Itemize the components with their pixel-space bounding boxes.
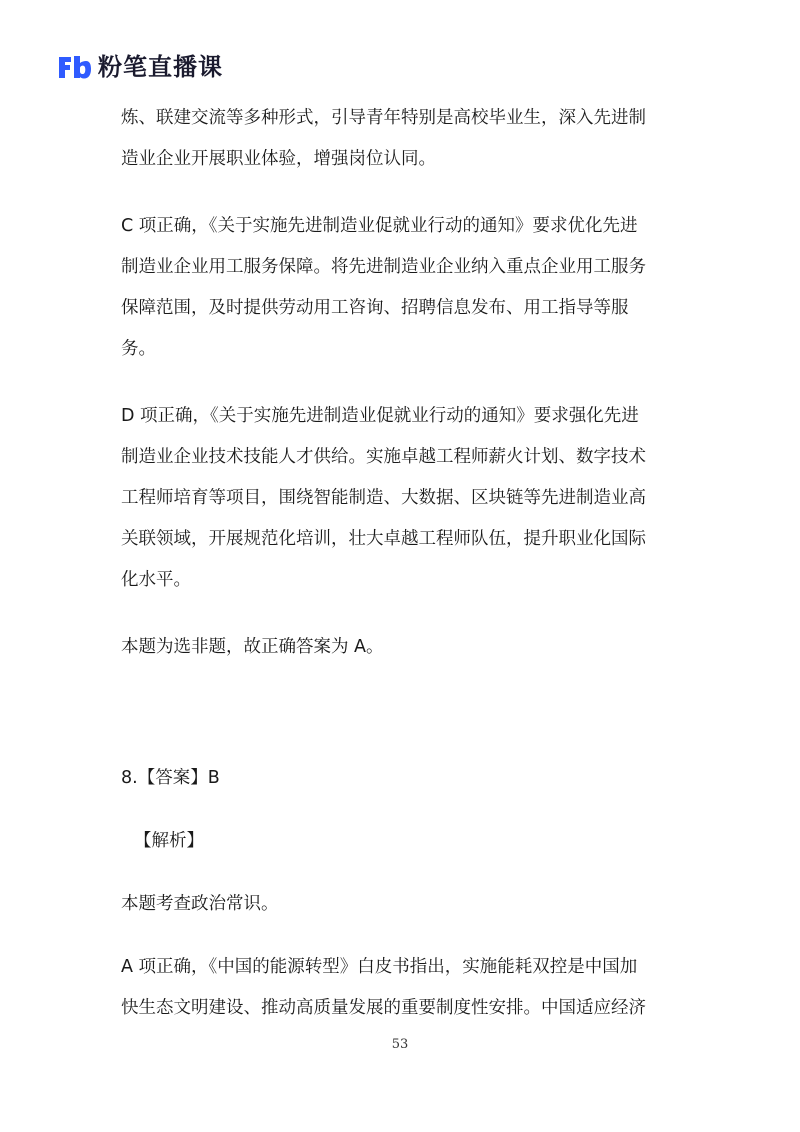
text-line: C 项正确，《关于实施先进制造业促就业行动的通知》要求优化先进 bbox=[121, 216, 638, 236]
text-line: 炼、联建交流等多种形式，引导青年特别是高校毕业生，深入先进制 bbox=[121, 108, 646, 128]
text-line: A 项正确，《中国的能源转型》白皮书指出，实施能耗双控是中国加 bbox=[121, 957, 638, 977]
text-line: 保障范围，及时提供劳动用工咨询、招聘信息发布、用工指导等服 bbox=[121, 298, 629, 318]
paragraph-b-continued bbox=[121, 98, 701, 180]
fenbi-logo-icon bbox=[56, 53, 92, 81]
text-line: 【解析】 bbox=[134, 831, 204, 851]
text-line: 关联领域，开展规范化培训，壮大卓越工程师队伍，提升职业化国际 bbox=[121, 529, 646, 549]
header bbox=[56, 50, 223, 84]
text-line: 快生态文明建设、推动高质量发展的重要制度性安排。中国适应经济 bbox=[121, 998, 646, 1018]
text-line: 本题为选非题，故正确答案为 A。 bbox=[121, 637, 384, 657]
paragraph-option-d bbox=[121, 396, 701, 601]
paragraph-conclusion bbox=[121, 627, 701, 668]
brand-name: 粉笔直播课 bbox=[98, 53, 223, 81]
paragraph-option-a bbox=[121, 947, 701, 1029]
text-line: 制造业企业用工服务保障。将先进制造业企业纳入重点企业用工服务 bbox=[121, 257, 646, 277]
text-line: 务。 bbox=[121, 339, 156, 359]
text-line: 制造业企业技术技能人才供给。实施卓越工程师薪火计划、数字技术 bbox=[121, 447, 646, 467]
document-body bbox=[121, 98, 701, 1029]
question-8-answer bbox=[121, 758, 701, 799]
text-line: 造业企业开展职业体验，增强岗位认同。 bbox=[121, 149, 436, 169]
analysis-heading bbox=[121, 821, 701, 862]
text-line: 8.【答案】B bbox=[121, 768, 220, 788]
text-line: D 项正确，《关于实施先进制造业促就业行动的通知》要求强化先进 bbox=[121, 406, 639, 426]
page-number: 53 bbox=[391, 1037, 409, 1052]
paragraph-option-c bbox=[121, 206, 701, 370]
paragraph-topic bbox=[121, 884, 701, 925]
text-line: 本题考查政治常识。 bbox=[121, 894, 279, 914]
text-line: 工程师培育等项目，围绕智能制造、大数据、区块链等先进制造业高 bbox=[121, 488, 646, 508]
text-line: 化水平。 bbox=[121, 570, 191, 590]
